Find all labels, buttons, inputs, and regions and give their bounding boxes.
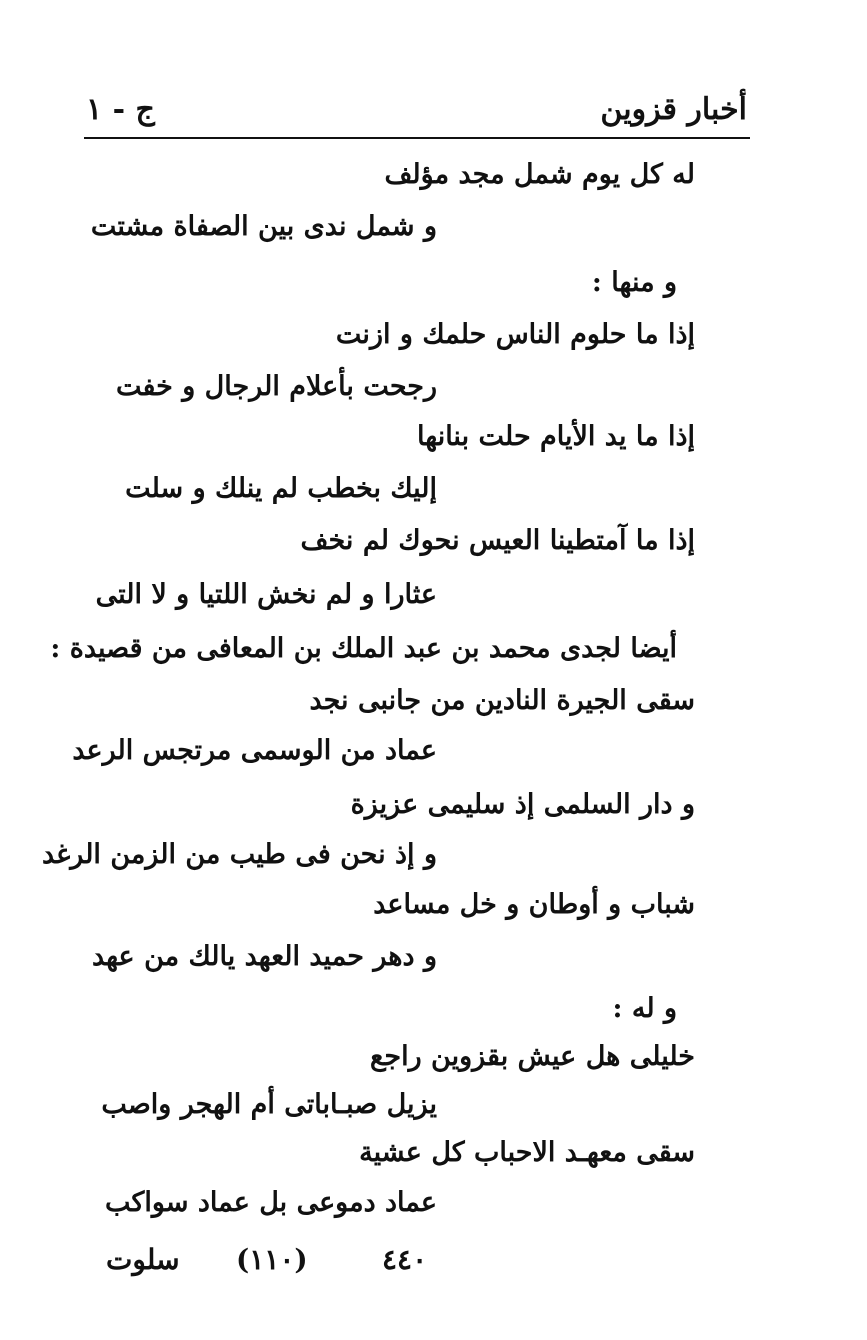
text-line: له كل يوم شمل مجد مؤلف <box>384 159 695 190</box>
volume-label: ج - ١ <box>86 92 155 127</box>
text-line: خليلى هل عيش بقزوين راجع <box>370 1041 695 1072</box>
text-line: عماد من الوسمى مرتجس الرعد <box>72 735 437 766</box>
sheet-number: (١١٠) <box>236 1243 308 1276</box>
text-line: إذا ما يد الأيام حلت بنانها <box>417 421 695 452</box>
text-line: إذا ما آمتطينا العيس نحوك لم نخف <box>300 525 695 556</box>
text-line: إليك بخطب لم ينلك و سلت <box>125 473 437 504</box>
text-line: عماد دموعى بل عماد سواكب <box>105 1187 437 1218</box>
text-line: رجحت بأعلام الرجال و خفت <box>115 371 437 402</box>
text-line: و له : <box>612 993 677 1024</box>
text-line: و دهر حميد العهد يالك من عهد <box>91 941 437 972</box>
text-line: سقى الجيرة النادين من جانبى نجد <box>309 685 695 716</box>
text-line: شباب و أوطان و خل مساعد <box>373 889 695 920</box>
page-number: ٤٤٠ <box>382 1243 428 1276</box>
running-title: أخبار قزوين <box>600 92 747 127</box>
text-line: و إذ نحن فى طيب من الزمن الرغد <box>42 839 437 870</box>
text-line: عثارا و لم نخش اللتيا و لا التى <box>95 579 437 610</box>
text-line: سقى معهـد الاحباب كل عشية <box>359 1137 695 1168</box>
text-line: إذا ما حلوم الناس حلمك و ازنت <box>335 319 695 350</box>
text-line: و شمل ندى بين الصفاة مشتت <box>90 211 437 242</box>
header-rule <box>84 137 750 139</box>
text-line: أيضا لجدى محمد بن عبد الملك بن المعافى من قصيدة : <box>50 633 677 664</box>
text-line: يزيل صبـاباتى أم الهجر واصب <box>101 1089 437 1120</box>
text-line: و منها : <box>591 267 677 298</box>
text-line: و دار السلمى إذ سليمى عزيزة <box>350 789 695 820</box>
signature-word: سلوت <box>106 1243 180 1276</box>
